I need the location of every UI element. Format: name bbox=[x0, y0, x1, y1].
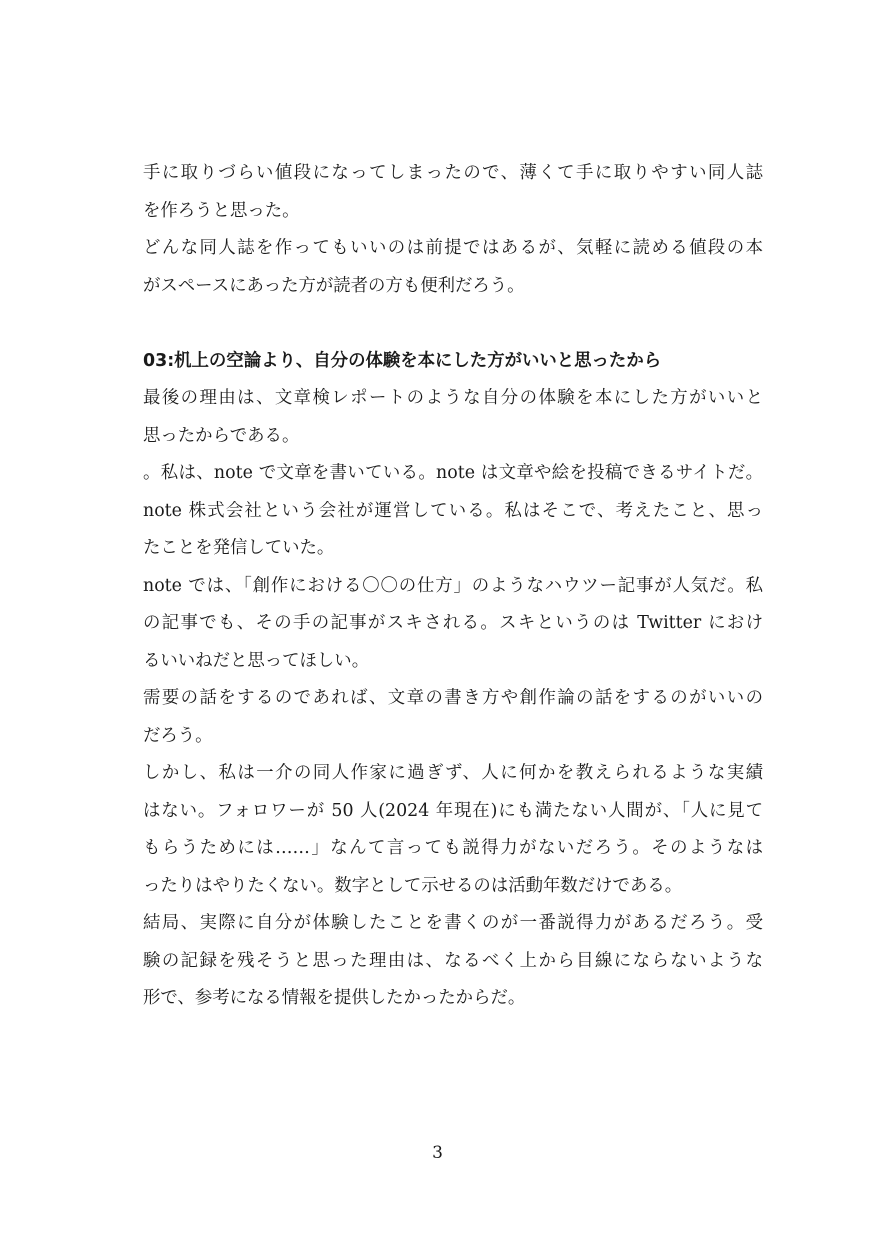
paragraph-price bbox=[143, 155, 763, 230]
paragraph-conclusion bbox=[143, 905, 763, 1018]
paragraph-howto bbox=[143, 568, 763, 681]
section-spacer bbox=[143, 305, 763, 343]
text-line: 験の記録を残そうと思った理由は、なるべく上から目線にならないような bbox=[143, 950, 763, 971]
body-text bbox=[143, 155, 763, 1018]
text-line: るいいねだと思ってほしい。 bbox=[143, 650, 370, 671]
paragraph-note bbox=[143, 455, 763, 568]
paragraph-last-reason bbox=[143, 380, 763, 455]
text-line: 最後の理由は、文章検レポートのような自分の体験を本にした方がいいと bbox=[143, 388, 763, 408]
text-line: note 株式会社という会社が運営している。私はそこで、考えたこと、思っ bbox=[143, 500, 763, 521]
text-line: しかし、私は一介の同人作家に過ぎず、人に何かを教えられるような実績 bbox=[143, 763, 763, 783]
text-line: を作ろうと思った。 bbox=[143, 200, 300, 221]
page-number: 3 bbox=[432, 1143, 443, 1163]
text-line: 手に取りづらい値段になってしまったので、薄くて手に取りやすい同人誌 bbox=[143, 163, 763, 183]
paragraph-demand bbox=[143, 680, 763, 755]
text-line: だろう。 bbox=[143, 725, 213, 746]
text-line: の記事でも、その手の記事がスキされる。スキというのは Twitter におけ bbox=[143, 613, 763, 633]
paragraph-credibility bbox=[143, 755, 763, 905]
section-heading: 03:机上の空論より、自分の体験を本にした方がいいと思ったから bbox=[143, 350, 662, 371]
text-line: 結局、実際に自分が体験したことを書くのが一番説得力があるだろう。受 bbox=[143, 913, 763, 933]
paragraph-premise bbox=[143, 230, 763, 305]
text-line: 思ったからである。 bbox=[143, 425, 300, 446]
text-line: はない。フォロワーが 50 人(2024 年現在)にも満たない人間が、「人に見て bbox=[143, 800, 763, 821]
text-line: 形で、参考になる情報を提供したかったからだ。 bbox=[143, 988, 526, 1008]
text-line: note では、「創作における〇〇の仕方」のようなハウツー記事が人気だ。私 bbox=[143, 575, 763, 596]
text-line: がスペースにあった方が読者の方も便利だろう。 bbox=[143, 275, 525, 296]
text-line: もらうためには……」なんて言っても説得力がないだろう。そのようなは bbox=[143, 838, 763, 858]
text-line: 。私は、note で文章を書いている。note は文章や絵を投稿できるサイトだ。 bbox=[143, 463, 763, 483]
text-line: 需要の話をするのであれば、文章の書き方や創作論の話をするのがいいの bbox=[143, 688, 763, 708]
text-line: たことを発信していた。 bbox=[143, 538, 335, 558]
text-line: ったりはやりたくない。数字として示せるのは活動年数だけである。 bbox=[143, 875, 683, 896]
text-line: どんな同人誌を作ってもいいのは前提ではあるが、気軽に読める値段の本 bbox=[143, 238, 763, 258]
